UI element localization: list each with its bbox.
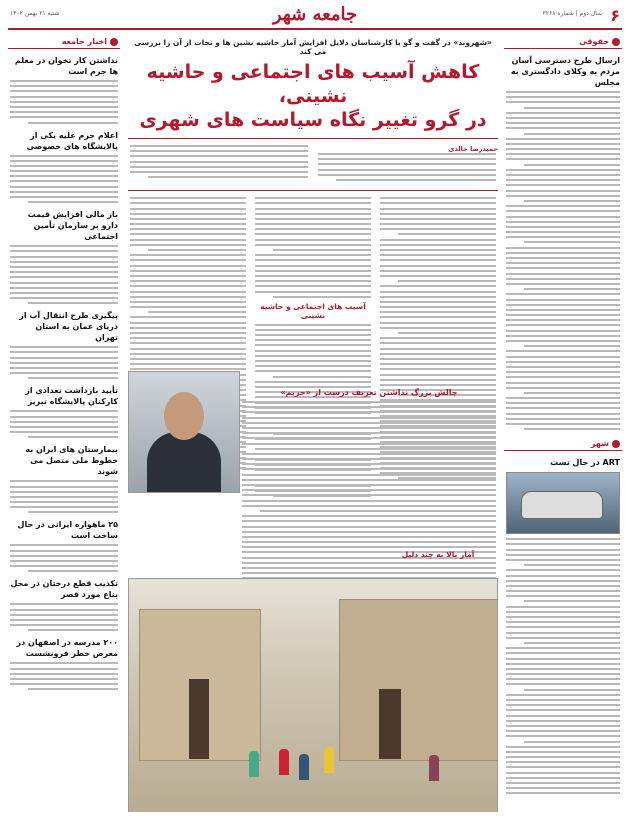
- news-title: اعلام جرم علیه یکی از پالایشگاه های خصوصی: [26, 130, 118, 151]
- neighborhood-photo: [128, 578, 498, 812]
- news-title: ارسال طرح دسترسی آسان مردم به وکلای دادگستری به مجلس: [510, 56, 620, 87]
- pull-quote: چالش بزرگ نداشتن تعریف درست از «حریم»: [280, 388, 458, 397]
- body-text: [242, 401, 496, 588]
- page-number: ۶: [610, 6, 620, 25]
- section-header-society-news: اخبار جامعه: [8, 36, 120, 49]
- news-title: ۲۰۰ مدرسه در اصفهان در معرض خطر فرونشست: [16, 638, 118, 659]
- page-header: [0, 0, 630, 30]
- byline: حمیدرضا خالدی: [448, 145, 498, 153]
- body-text: [506, 91, 620, 430]
- article-subhead-2: آمار بالا به چند دلیل: [401, 550, 475, 559]
- header-divider: [8, 28, 622, 30]
- date: شنبه ۲۱ بهمن ۱۴۰۲: [10, 10, 60, 17]
- article-subhead: آسیب های اجتماعی و حاشیه نشینی: [260, 301, 366, 320]
- news-title: باز مالی افزایش قیمت دارو بر سازمان تأمین اجتماعی: [27, 210, 118, 242]
- left-column: [8, 36, 120, 812]
- city-icon: [612, 440, 620, 448]
- news-title: بیمارستان های ایران به خطوط ملی متصل می شوند: [25, 445, 118, 477]
- main-article: [128, 36, 498, 812]
- news-title: نداشتن کار تخوان در معلم ها جرم است: [14, 56, 118, 76]
- section-header-city: شهر: [504, 438, 622, 451]
- right-column: [504, 36, 622, 812]
- tram-photo: [506, 472, 620, 534]
- masthead: جامعه شهر: [272, 4, 358, 25]
- scale-icon: [612, 38, 620, 46]
- lead-paragraph: [128, 145, 498, 184]
- news-icon: [110, 38, 118, 46]
- news-title: تأیید بازداشت تعدادی از کارکنان پالایشگاه تبریز: [25, 386, 118, 407]
- news-title: ART در حال تست: [550, 458, 620, 468]
- section-header-legal: حقوقی: [504, 36, 622, 49]
- author-photo: [128, 371, 240, 493]
- article-kicker: «شهروند» در گفت و گو با کارشناسان دلایل افزایش آمار حاشیه نشین ها و نجات از آن را بررسی می کند: [134, 38, 492, 56]
- body-text: [506, 538, 620, 794]
- news-title: پیگیری طرح انتقال آب از دریای عمان به استان تهران: [19, 311, 118, 343]
- news-title: ۲۵ ماهواره ایرانی در حال ساخت است: [17, 520, 118, 541]
- news-title: تکذیب قطع درختان در محل بناع مورد قصر: [10, 579, 118, 600]
- issue-number: سال دوم | شماره ۳۲۶۸: [542, 10, 602, 17]
- headline: کاهش آسیب های اجتماعی و حاشیه نشینی، در گرو تغییر نگاه سیاست های شهری: [139, 61, 487, 131]
